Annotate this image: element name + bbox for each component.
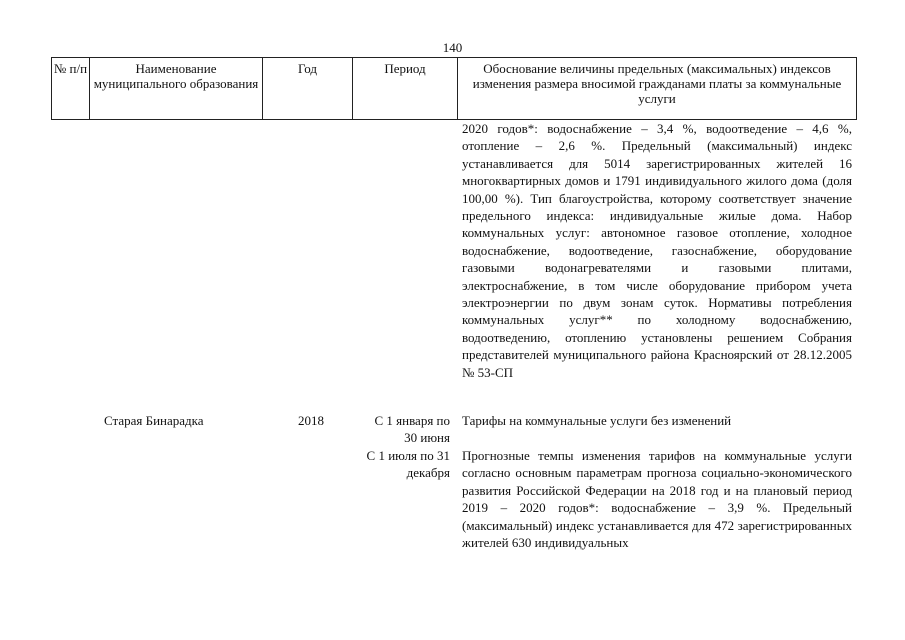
header-period: Период: [352, 58, 457, 119]
continuation-text: [462, 120, 852, 381]
row-period-first: С 1 января по 30 июня: [374, 413, 450, 445]
header-number: № п/п: [53, 61, 88, 76]
page-number: 140: [442, 40, 463, 55]
header-municipality-name: Наименование муниципального образования: [89, 58, 262, 119]
header-year: Год: [262, 58, 352, 119]
row-basis-second-paragraph: Прогнозные темпы изменения тарифов на коммунальные услуги согласно основным параметрам прогноза социально-экономического развития Российской Федерации на 2018 год и на плановый период 2019 – 2020 годов*: водоснабжение – 3,9 %. Предельный (максимальный) индекс устанавливается для 472 зарегистрированных жителей 630 индивидуальных: [462, 448, 852, 551]
row-municipality-name: Старая Бинарадка: [104, 413, 204, 428]
row-basis-first: Тарифы на коммунальные услуги без изменений: [462, 413, 732, 428]
table-header: [51, 57, 857, 120]
row-year: 2018: [298, 413, 324, 428]
continuation-paragraph: 2020 годов*: водоснабжение – 3,4 %, водоотведение – 4,6 %, отопление – 2,6 %. Предельный (максимальный) индекс устанавливается для 5014 зарегистрированных жителей 16 многоквартирных домов и 1791 индивидуального жилого дома (доля 100,00 %). Тип благоустройства, которому соответствует значение предельного индекса: индивидуальные жилые дома. Набор коммунальных услуг: автономное газовое отопление, холодное водоснабжение, водоотведение, газоснабжение, оборудование газовыми водонагревателями и газовыми плитами, электроснабжение, в том числе оборудование прибором учета электроэнергии по двум зонам суток. Нормативы потребления коммунальных услуг** по холодному водоснабжению, водоотведению, отоплению установлены решением Собрания представителей муниципального района Красноярский от 28.12.2005 № 53-СП: [462, 121, 852, 380]
row-period-second: С 1 июля по 31 декабря: [366, 448, 450, 480]
row-basis-second: [462, 447, 852, 551]
header-basis: Обоснование величины предельных (максимальных) индексов изменения размера вносимой гражданами платы за коммунальные услуги: [457, 58, 856, 119]
